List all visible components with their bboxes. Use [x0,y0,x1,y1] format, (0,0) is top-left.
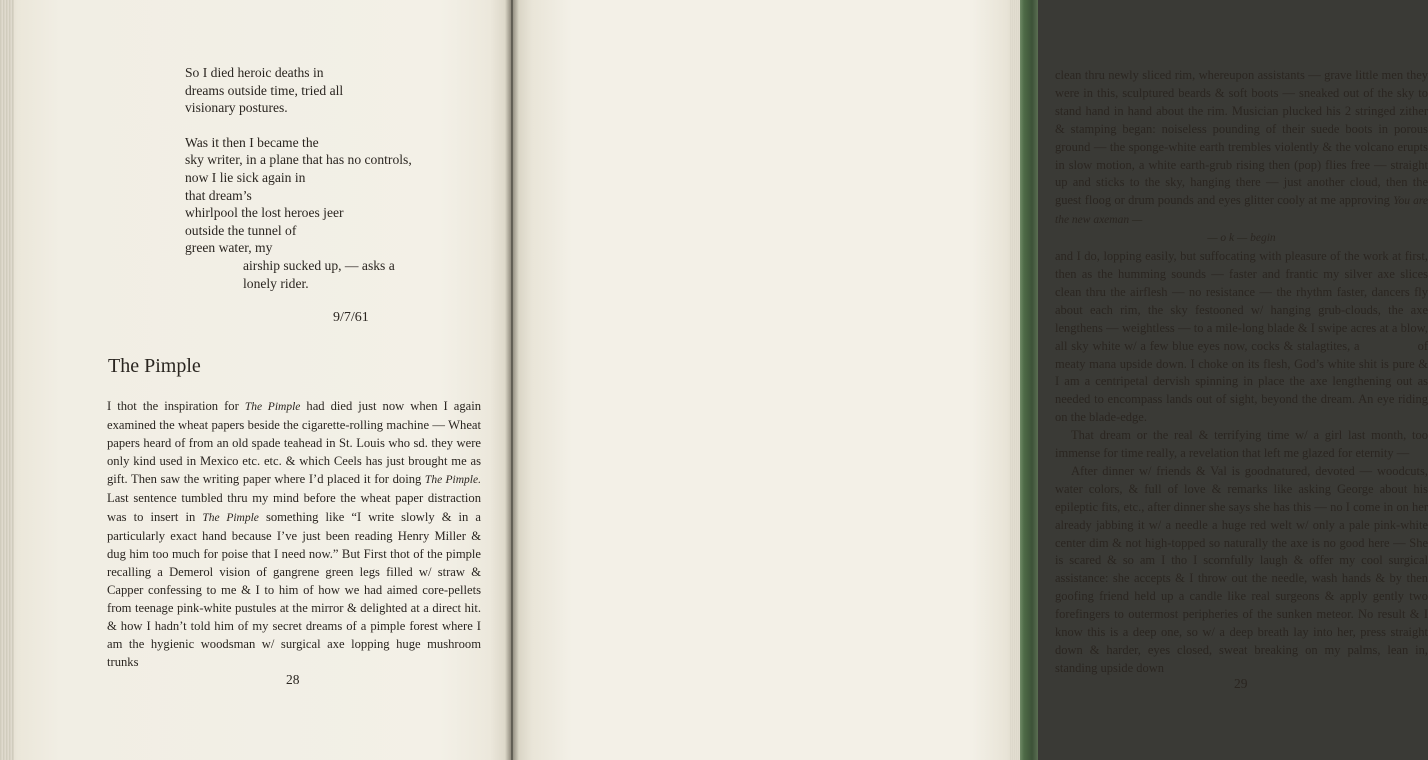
title-ref: The Pimple [202,511,259,524]
poem-line: green water, my [185,240,273,256]
page-number-left: 28 [286,672,300,687]
text-run: I thot the inspiration for [107,399,245,413]
poem-line: visionary postures. [185,100,288,116]
blank-gap [1360,338,1418,350]
paragraph [1055,248,1428,427]
book-cover-edge [1020,0,1038,760]
text-run: something like “I write slowly & in a particularly exact hand because I’ve just been reading Henry Miller & dug him too much for poise that I need now.” But First thot of the pimple recalling a Demerol vision of gangrene green legs filled w/ straw & Capper confessing to me & I to him of how we had aimed core-pellets from teenage pink-white pustules at the mirror & delighted at a direct hit. & how I hadn’t told him of my secret dreams of a pimple forest where I am the hygienic woodsman w/ surgical axe lopping huge mushroom trunks [107,509,481,670]
poem-line: whirlpool the lost heroes jeer [185,205,344,221]
poem-line: Was it then I became the [185,134,319,150]
title-ref: The Pimple. [424,474,481,487]
right-page [512,0,1428,760]
text-run: of meaty mana upside down. I choke on its flesh, God’s white shit is pure & I am a centripetal dervish spinning in place the axe lengthening out as needed to encompass lands out of sight, beyond the dream. An eye riding on the blade-edge. [1055,338,1428,425]
paragraph: After dinner w/ friends & Val is goodnatured, devoted — woodcuts, water colors, & full of love & remarks like asking George about his epileptic fits, etc., after dinner she says she has this — no I come in on her already jabbing it w/ a needle a huge red welt w/ only a pale pink-white center dim & not high-topped so naturally the axe is no good here — She is scared & so am I tho I scornfully laugh & offer my cool surgical assistance: she accepts & I throw out the needle, wash hands & by then goofing friend held up a candle like real surgeons & apply gently two forefingers to outermost peripheries of the sunken meteor. No result & I know this is a deep one, so w/ a deep breath lay into her, press straight down & harder, eyes closed, sweat breaking on my palms, lean in, standing upside down [1055,463,1428,675]
poem [185,64,412,292]
paragraph [1055,67,1428,230]
italic-run: You are the new axeman — [1055,195,1428,227]
book-gutter [505,0,519,760]
stanza-break [185,117,412,134]
poem-line: that dream’s [185,187,252,203]
poem-line: dreams outside time, tried all [185,82,344,98]
left-page [0,0,512,760]
paragraph [107,397,481,671]
poem-line: airship sucked up, — asks a [243,257,395,273]
poem-line: outside the tunnel of [185,222,297,238]
text-run: had died just now when I again examined the wheat papers beside the cigarette-rolling machine — Wheat papers heard of from an old spade teahead in St. Louis who sd. they were only kind used in Mexico etc. etc. & which Ceels has just brought me as gift. Then saw the writing paper where I’d placed it for doing [107,399,481,487]
poem-date: 9/7/61 [333,310,369,325]
prose-right [1055,67,1428,678]
section-title: The Pimple [108,355,201,377]
text-run: clean thru newly sliced rim, whereupon assistants — grave little men they were in this, sculptured beards & soft boots — sneaked out of the sky to stand hand in hand about the rim. Musician plucked his 2 stringed zither & stamping began: noiseless pounding of their suede boots in porous ground — the sponge-white earth trembles violently & the volcano erupts in slow motion, a white earth-grub rising then (pop) flies free — straight up and sticks to the sky, hanging there — just another cloud, then the guest floog or drum pounds and eyes glitter cooly at me approving [1055,68,1428,208]
title-ref: The Pimple [244,401,301,413]
paragraph: That dream or the real & terrifying time w/ a girl last month, too immense for time really, a revelation that left me glazed for eternity — [1055,428,1428,461]
text-run: Last sentence tumbled thru my mind before the wheat paper distraction was to insert in [107,491,481,524]
text-run: and I do, lopping easily, but suffocating with pleasure of the work at first, then as the humming sounds — faster and frantic my silver axe slices clean thru the airflesh — no resistance — the rhythm faster, dancers fly about each rim, the sky festooned w/ hanging grub-clouds, the axe lengthens — weightless — to a mile-long blade & I swipe acres at a blow, all sky white w/ a few blue eyes now, cocks & stalagtites, a [1055,249,1428,353]
page-number-right: 29 [1234,676,1248,691]
poem-line: sky writer, in a plane that has no controls, [185,152,412,168]
poem-line: lonely rider. [243,275,309,291]
poem-line: So I died heroic deaths in [185,65,324,80]
poem-line: now I lie sick again in [185,169,306,185]
prose-left [107,397,481,671]
centered-line: — o k — begin [1207,232,1276,245]
